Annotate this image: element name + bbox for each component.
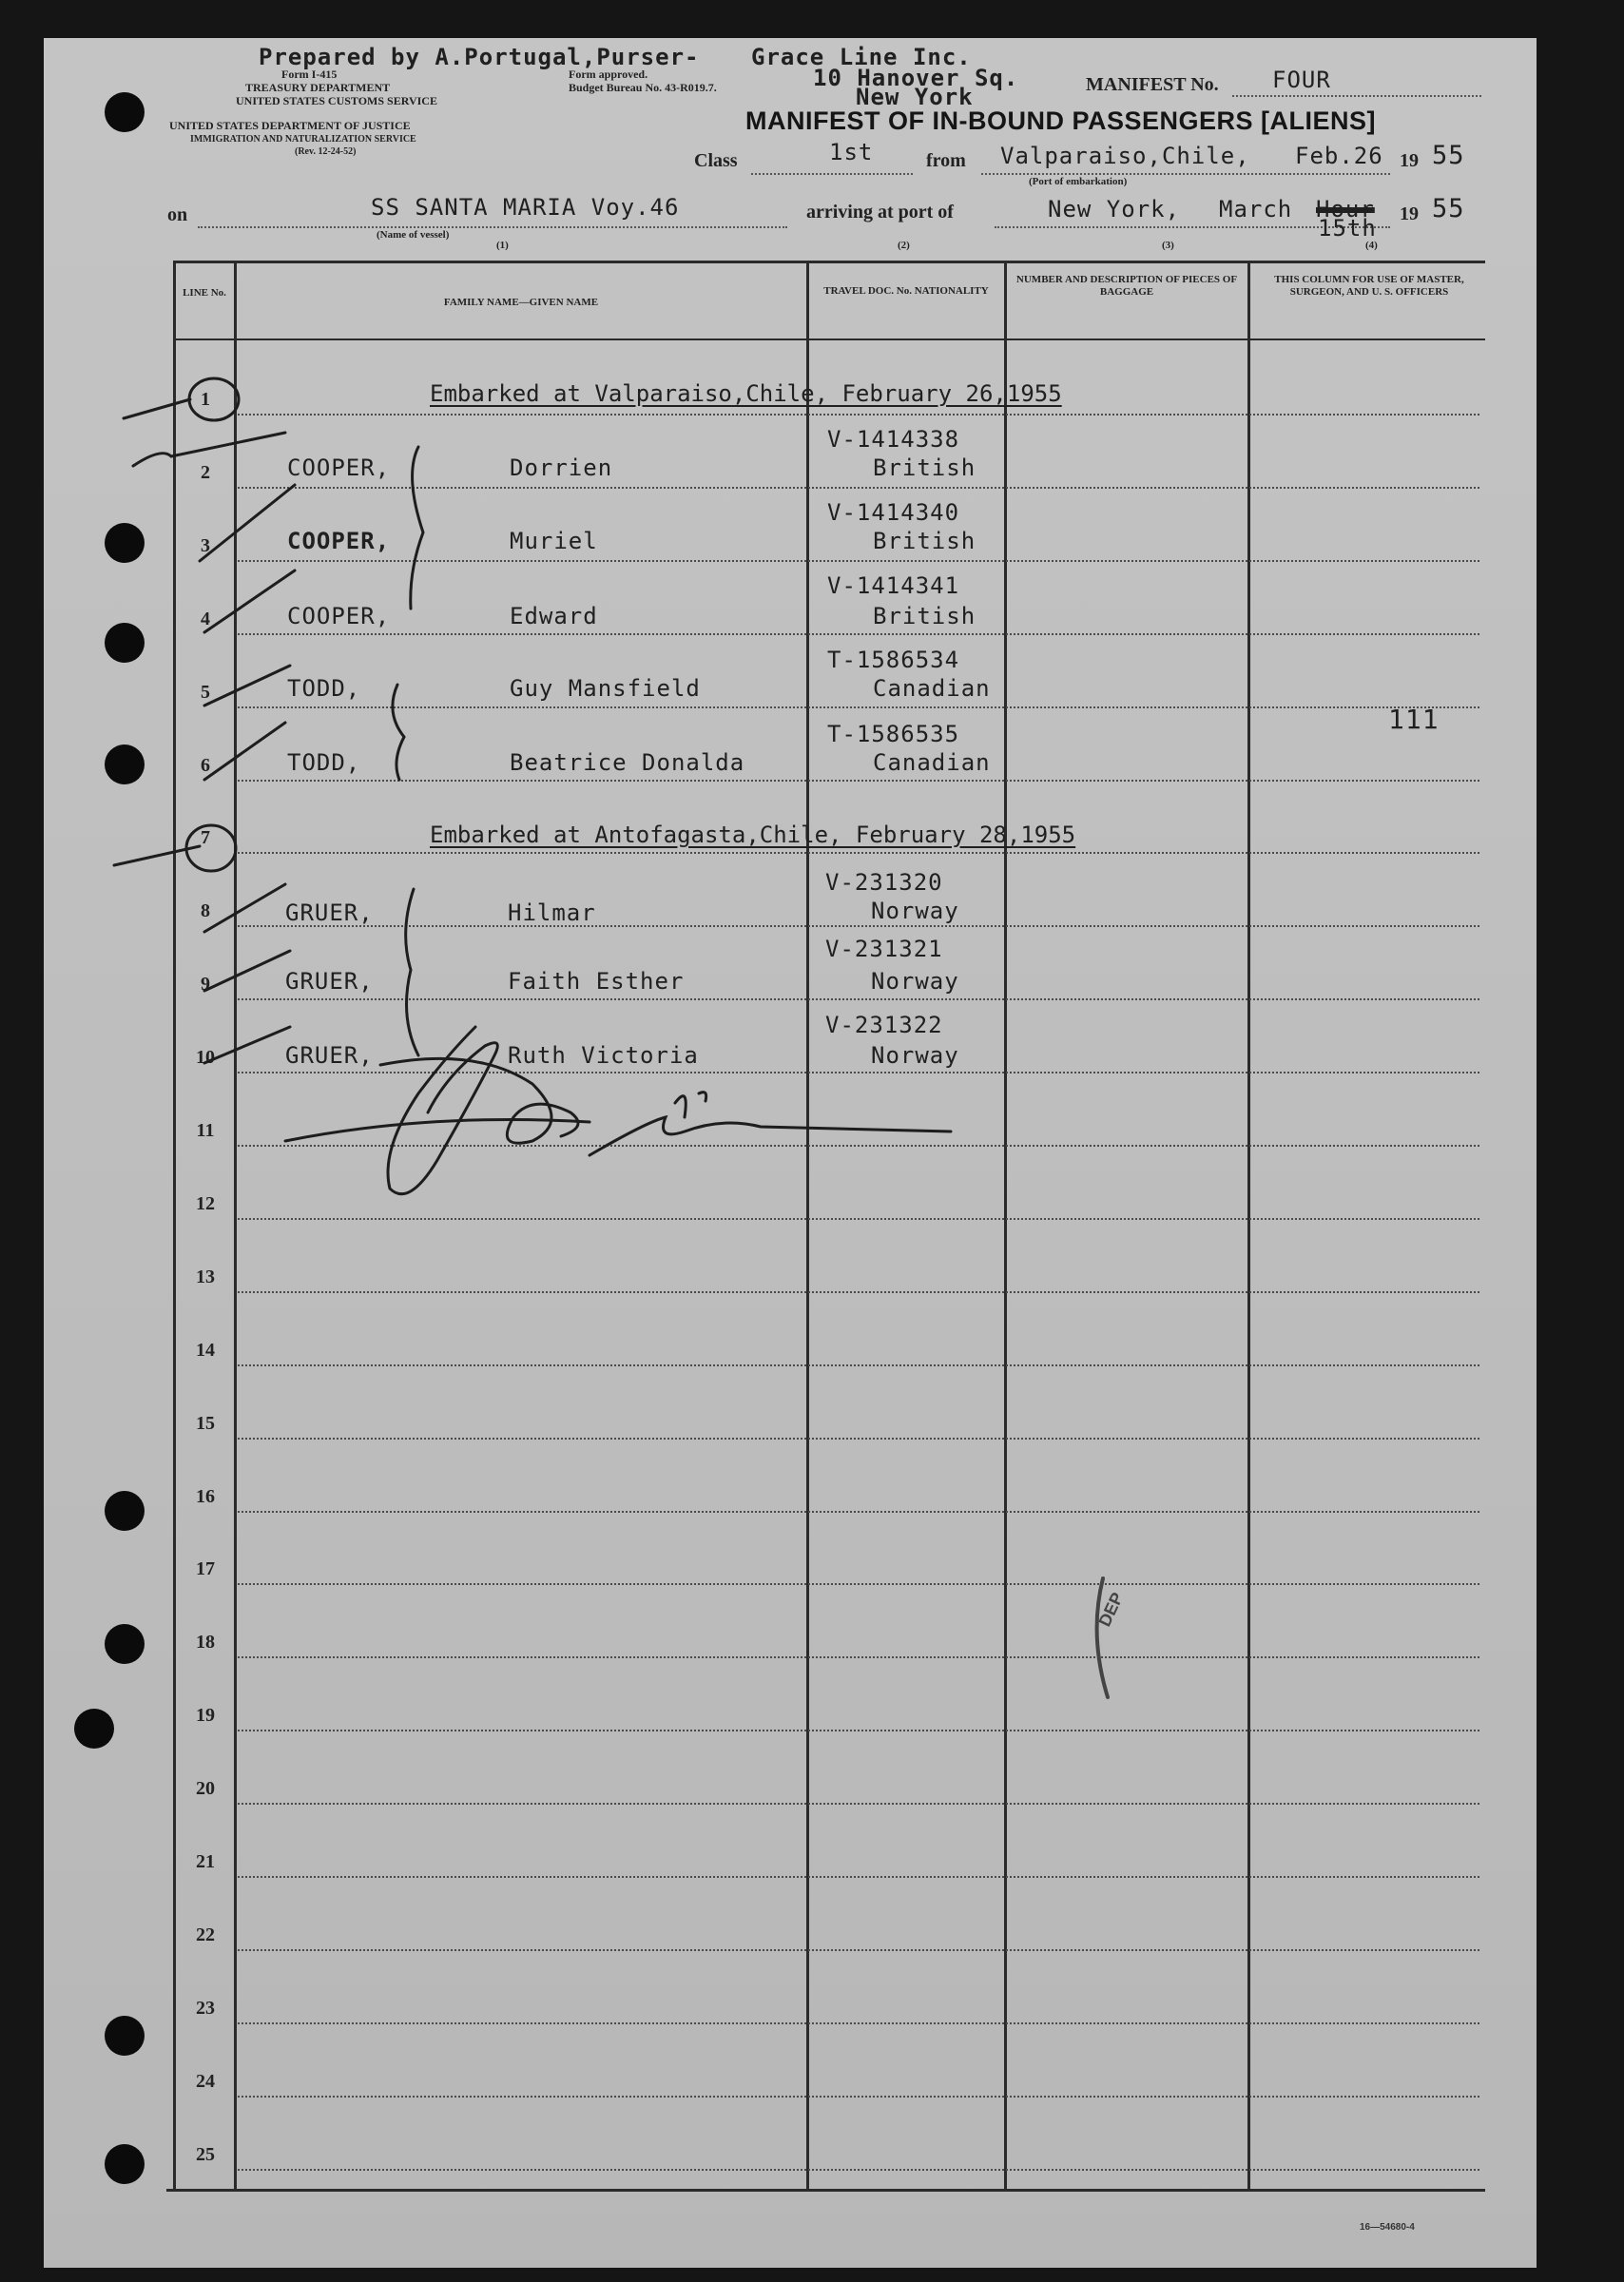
- line-number: 10: [196, 1047, 215, 1068]
- line-number: 8: [201, 900, 210, 921]
- line-number: 2: [201, 462, 210, 483]
- family-name: TODD,: [287, 675, 361, 702]
- nationality: British: [873, 454, 976, 481]
- col-header-officers: THIS COLUMN FOR USE OF MASTER, SURGEON, AND U. S. OFFICERS: [1274, 274, 1464, 298]
- embarkation-date: Feb.26: [1295, 143, 1383, 169]
- on-label: on: [167, 204, 188, 225]
- ins-service: IMMIGRATION AND NATURALIZATION SERVICE: [190, 134, 416, 145]
- line-number: 11: [196, 1120, 215, 1141]
- travel-doc-number: V-1414338: [827, 426, 960, 453]
- check-mark: [204, 884, 285, 932]
- given-name: Edward: [510, 603, 598, 629]
- port-of-embarkation: Valparaiso,Chile,: [1000, 143, 1250, 169]
- nationality: British: [873, 603, 976, 629]
- line-number: 9: [201, 974, 210, 995]
- line-number: 25: [196, 2144, 215, 2165]
- check-mark: [204, 951, 290, 991]
- family-name: GRUER,: [285, 899, 374, 926]
- arrival-struck-word: Hour: [1316, 196, 1375, 222]
- manifest-no-label: MANIFEST No.: [1086, 74, 1219, 95]
- nationality: British: [873, 528, 976, 554]
- vessel-name: SS SANTA MARIA Voy.46: [371, 194, 680, 221]
- travel-doc-number: V-1414340: [827, 499, 960, 526]
- check-mark: [133, 433, 285, 466]
- family-name: GRUER,: [285, 968, 374, 995]
- signature: [380, 1058, 578, 1143]
- bracket-mark: [406, 889, 418, 1055]
- given-name: Faith Esther: [508, 968, 685, 995]
- col-header-line-no: LINE No.: [183, 287, 226, 299]
- line-number: 13: [196, 1267, 215, 1287]
- revision: (Rev. 12-24-52): [295, 146, 357, 157]
- line-number: 5: [201, 682, 210, 703]
- family-name: TODD,: [287, 749, 361, 776]
- circle-mark: [189, 378, 239, 420]
- company-address: 10 Hanover Sq.: [813, 65, 1019, 91]
- vessel-caption: (Name of vessel): [377, 229, 450, 241]
- line-number: 12: [196, 1193, 215, 1214]
- caption-2: (2): [898, 240, 910, 251]
- given-name: Hilmar: [508, 899, 596, 926]
- line-number: 21: [196, 1851, 215, 1872]
- given-name: Ruth Victoria: [508, 1042, 699, 1069]
- nationality: Norway: [871, 968, 959, 995]
- footer-code: 16—54680-4: [1360, 2222, 1415, 2233]
- customs-service: UNITED STATES CUSTOMS SERVICE: [236, 94, 437, 107]
- line-number: 6: [201, 755, 210, 776]
- family-name: GRUER,: [285, 1042, 374, 1069]
- nationality: Canadian: [873, 675, 991, 702]
- year-prefix: 19: [1400, 150, 1419, 171]
- form-approved: Form approved.: [569, 68, 648, 81]
- company-city: New York: [856, 84, 974, 110]
- col-header-baggage: NUMBER AND DESCRIPTION OF PIECES OF BAGGAGE: [1015, 274, 1238, 298]
- line-number: 7: [201, 827, 210, 848]
- company-name: Grace Line Inc.: [751, 44, 972, 70]
- check-mark: [204, 666, 290, 706]
- line-number: 15: [196, 1413, 215, 1434]
- form-number: Form I-415: [281, 68, 338, 81]
- arrival-day: 15th: [1318, 215, 1377, 242]
- nationality: Norway: [871, 1042, 959, 1069]
- stamp-text: DEP: [1094, 1589, 1128, 1630]
- travel-doc-number: V-231320: [825, 869, 943, 896]
- line-number: 16: [196, 1486, 215, 1507]
- caption-1: (1): [496, 240, 509, 251]
- caption-4: (4): [1365, 240, 1378, 251]
- signature: [675, 1096, 686, 1117]
- travel-doc-number: V-231322: [825, 1012, 943, 1038]
- line-number: 14: [196, 1340, 215, 1361]
- line-number: 3: [201, 535, 210, 556]
- family-name: COOPER,: [287, 603, 391, 629]
- line-number: 24: [196, 2071, 215, 2092]
- officer-annotation: 111: [1388, 704, 1440, 735]
- given-name: Muriel: [510, 528, 598, 554]
- bracket-mark: [393, 685, 404, 780]
- embarkation-year: 55: [1432, 141, 1465, 170]
- line-number: 19: [196, 1705, 215, 1726]
- line-number: 22: [196, 1924, 215, 1945]
- bracket-mark: [411, 447, 423, 609]
- section-heading: Embarked at Valparaiso,Chile, February 26,1955: [430, 380, 1062, 407]
- signature: [590, 1117, 951, 1155]
- class-label: Class: [694, 150, 738, 171]
- line-number: 23: [196, 1998, 215, 2019]
- arrival-year: 55: [1432, 194, 1465, 223]
- line-number: 20: [196, 1778, 215, 1799]
- signature: [699, 1093, 706, 1101]
- check-mark: [200, 485, 295, 561]
- check-mark: [204, 570, 295, 632]
- travel-doc-number: T-1586535: [827, 721, 960, 747]
- nationality: Norway: [871, 898, 959, 924]
- class-value: 1st: [829, 139, 874, 165]
- arriving-label: arriving at port of: [806, 202, 954, 222]
- nationality: Canadian: [873, 749, 991, 776]
- given-name: Dorrien: [510, 454, 613, 481]
- travel-doc-number: T-1586534: [827, 647, 960, 673]
- from-label: from: [926, 150, 966, 171]
- section-heading: Embarked at Antofagasta,Chile, February 28,1955: [430, 822, 1076, 848]
- budget-bureau: Budget Bureau No. 43-R019.7.: [569, 81, 717, 94]
- port-caption: (Port of embarkation): [1029, 176, 1128, 187]
- prepared-by: Prepared by A.Portugal,Purser-: [259, 44, 700, 70]
- given-name: Guy Mansfield: [510, 675, 701, 702]
- arrival-date: March: [1219, 196, 1293, 222]
- travel-doc-number: V-1414341: [827, 572, 960, 599]
- arrival-year-prefix: 19: [1400, 203, 1419, 224]
- family-name: COOPER,: [287, 454, 391, 481]
- justice-dept: UNITED STATES DEPARTMENT OF JUSTICE: [169, 119, 411, 132]
- col-header-travel-doc: TRAVEL DOC. No. NATIONALITY: [823, 285, 989, 297]
- manifest-no-value: FOUR: [1272, 67, 1331, 93]
- line-number: 17: [196, 1558, 215, 1579]
- caption-3: (3): [1162, 240, 1174, 251]
- manifest-title: MANIFEST OF IN-BOUND PASSENGERS [ALIENS]: [745, 106, 1377, 135]
- line-number: 1: [201, 389, 210, 410]
- line-number: 4: [201, 609, 210, 629]
- treasury-dept: TREASURY DEPARTMENT: [245, 81, 391, 94]
- col-header-name: FAMILY NAME—GIVEN NAME: [443, 297, 599, 308]
- family-name: COOPER,: [287, 528, 391, 554]
- signature: [388, 1027, 497, 1194]
- check-mark: [124, 399, 190, 418]
- arrival-port: New York,: [1048, 196, 1181, 222]
- signature: [285, 1120, 590, 1142]
- travel-doc-number: V-231321: [825, 936, 943, 962]
- line-number: 18: [196, 1632, 215, 1653]
- check-mark: [204, 1027, 290, 1063]
- check-mark: [204, 723, 285, 780]
- given-name: Beatrice Donalda: [510, 749, 745, 776]
